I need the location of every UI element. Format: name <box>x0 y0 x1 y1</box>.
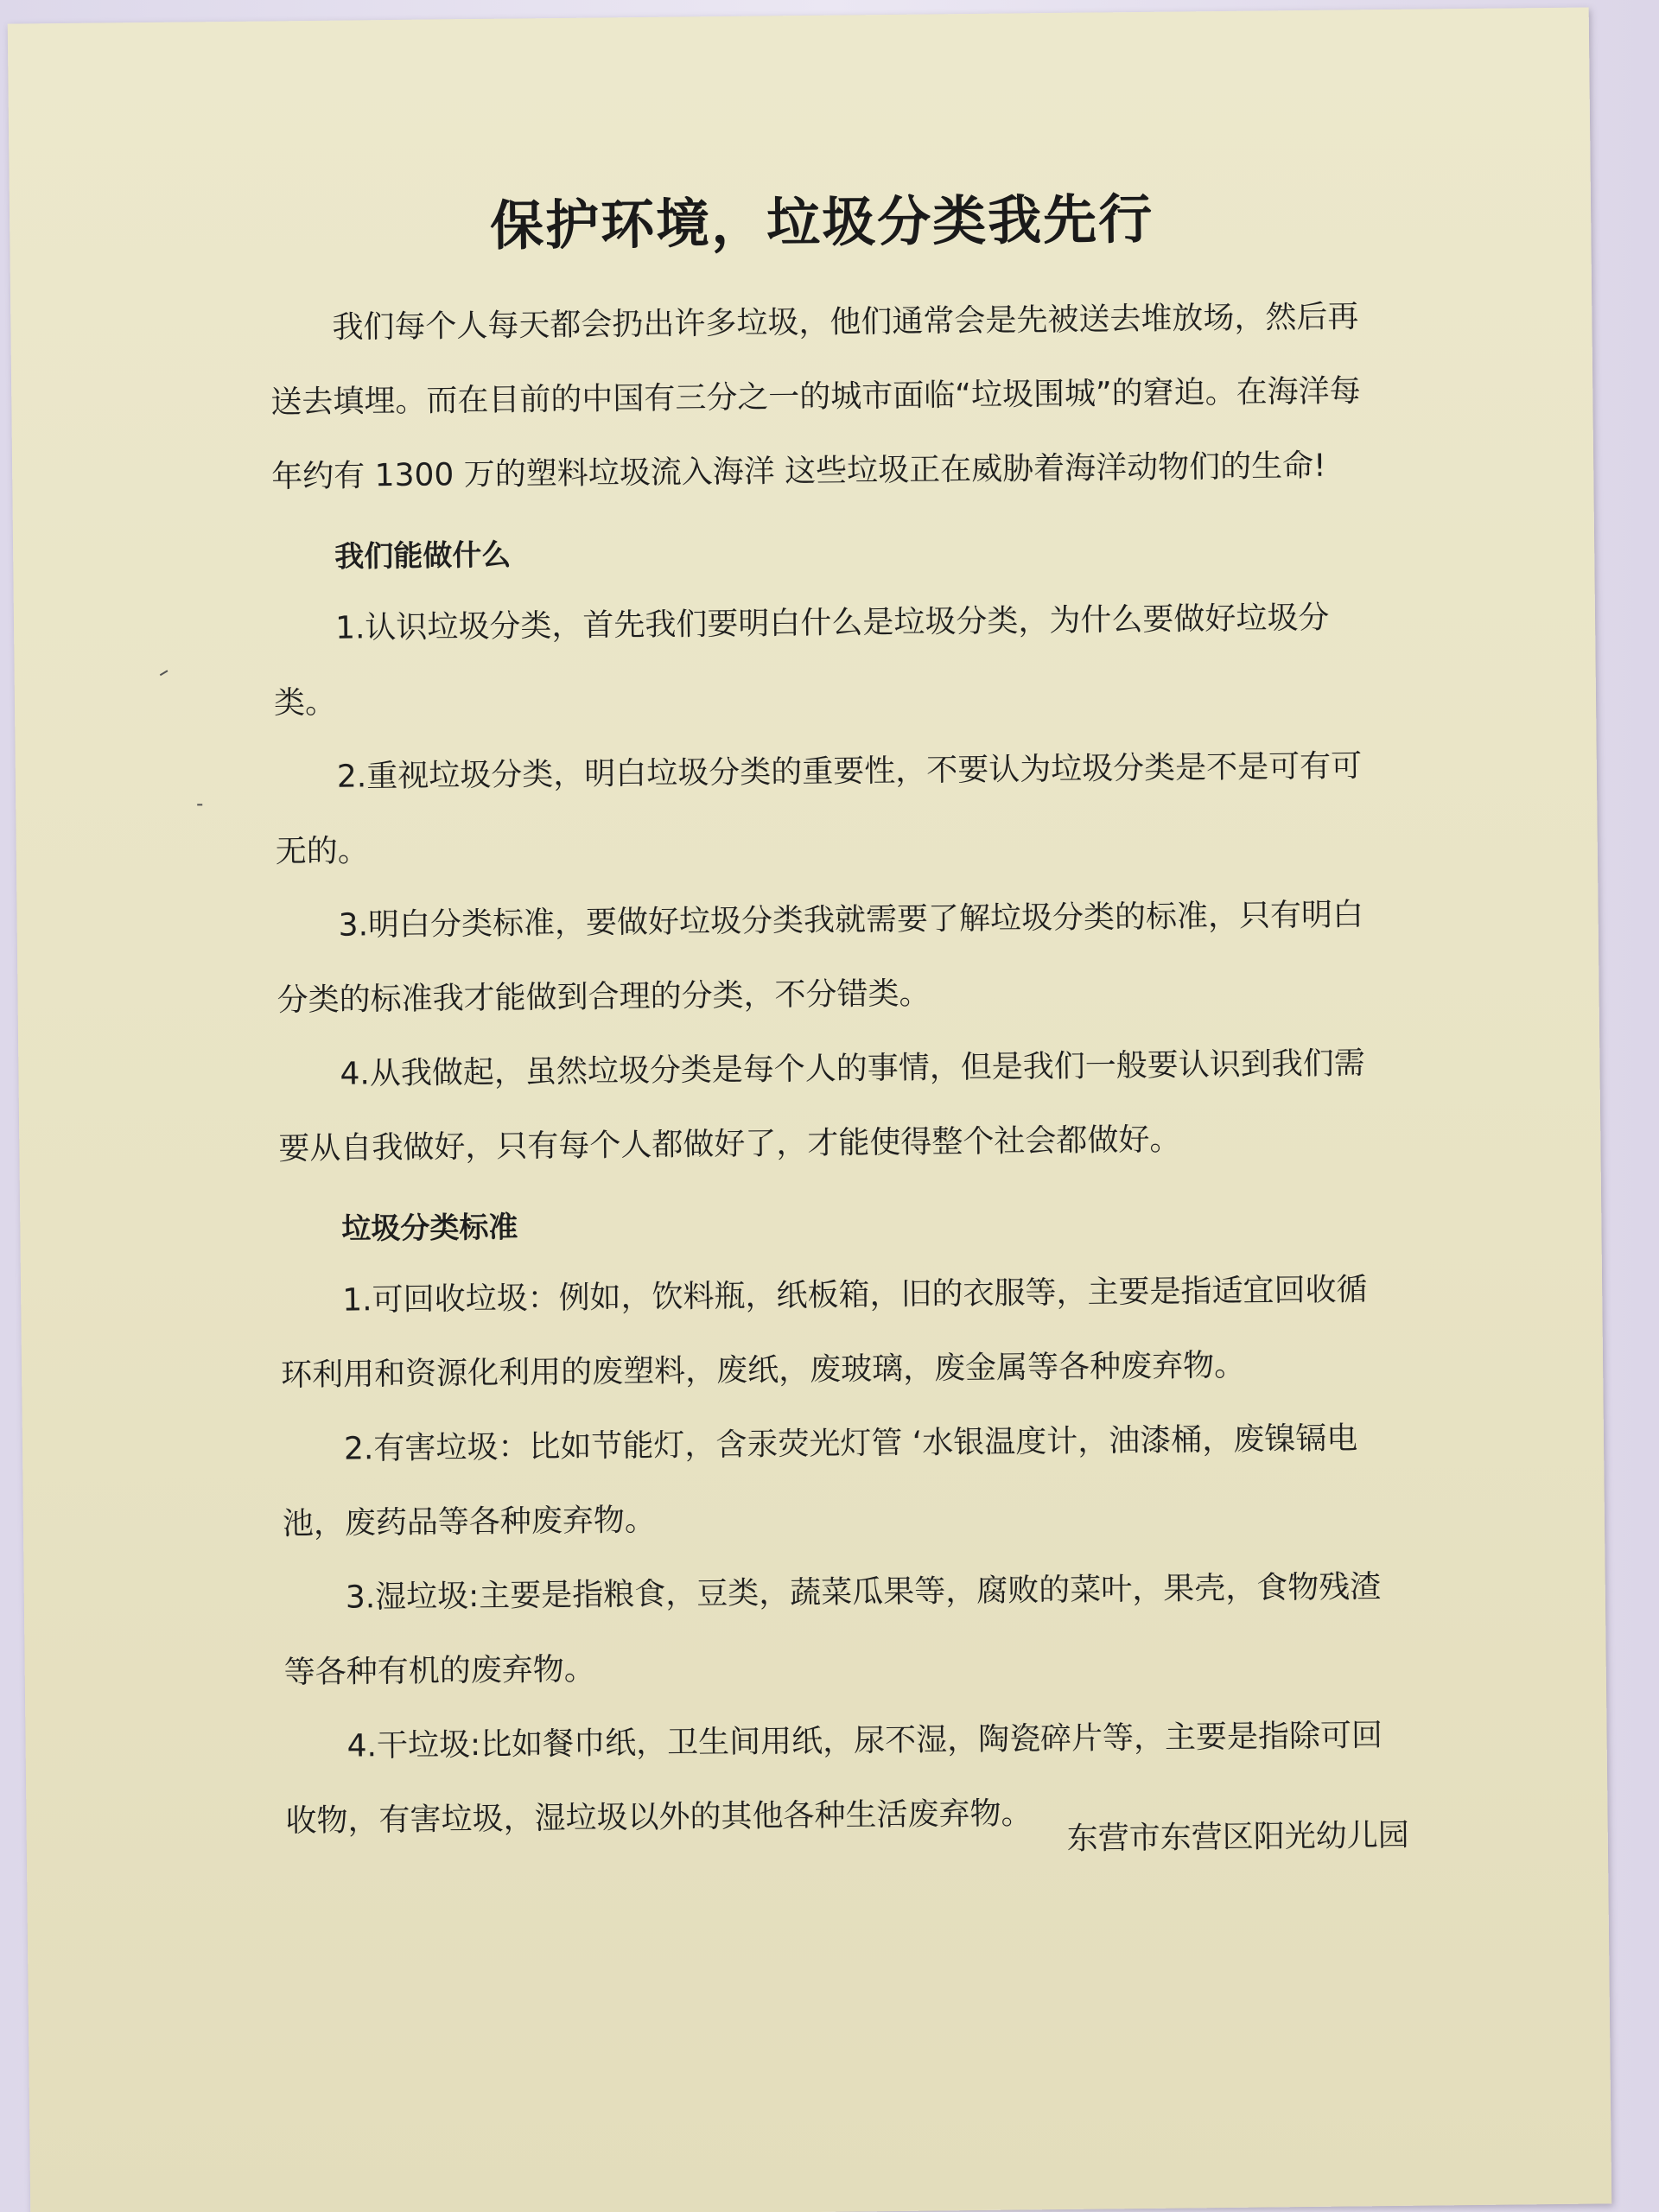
list-item: 4.从我做起，虽然垃圾分类是每个人的事情，但是我们一般要认识到我们需要从自我做好，只有每个人都做好了，才能使得整个社会都做好。 <box>278 1046 1365 1167</box>
document-title: 保护环境，垃圾分类我先行 <box>489 187 1154 257</box>
list-item: 2.有害垃圾：比如节能灯，含汞荧光灯管 ‘水银温度计，油漆桶，废镍镉电池，废药品等各种废弃物。 <box>282 1421 1358 1542</box>
document-body <box>269 174 1392 1859</box>
paper-sheet <box>8 7 1612 2212</box>
list-item: 3.明白分类标准，要做好垃圾分类我就需要了解垃圾分类的标准，只有明白分类的标准我才能做到合理的分类，不分错类。 <box>276 897 1364 1019</box>
list-item: 1.可回收垃圾：例如，饮料瓶，纸板箱，旧的衣服等，主要是指适宜回收循环利用和资源化利用的废塑料，废纸，废玻璃，废金属等各种废弃物。 <box>280 1272 1368 1394</box>
list-item: 1.认识垃圾分类，首先我们要明白什么是垃圾分类，为什么要做好垃圾分类。 <box>273 600 1330 721</box>
pen-mark <box>197 804 202 805</box>
list-item: 3.湿垃圾:主要是指粮食，豆类，蔬菜瓜果等，腐败的菜叶，果壳，食物残渣等各种有机的废弃物。 <box>283 1569 1382 1691</box>
section-heading-what-we-can-do: 我们能做什么 <box>334 537 512 575</box>
signature-line: 东营市东营区阳光幼儿园 <box>1066 1817 1409 1857</box>
section-heading-sorting-standards: 垃圾分类标准 <box>341 1210 518 1247</box>
intro-paragraph: 我们每个人每天都会扔出许多垃圾，他们通常会是先被送去堆放场，然后再送去填埋。而在目前的中国有三分之一的城市面临“垃圾围城”的窘迫。在海洋每年约有 1300 万的塑料垃圾流入海洋 这些垃圾正在威胁着海洋动物们的生命! <box>270 299 1361 495</box>
list-item: 2.重视垃圾分类，明白垃圾分类的重要性，不要认为垃圾分类是不是可有可无的。 <box>275 748 1363 870</box>
pen-mark <box>160 670 168 676</box>
list-item: 4.干垃圾:比如餐巾纸，卫生间用纸，尿不湿，陶瓷碎片等，主要是指除可回收物，有害垃圾，湿垃圾以外的其他各种生活废弃物。 <box>285 1718 1383 1840</box>
